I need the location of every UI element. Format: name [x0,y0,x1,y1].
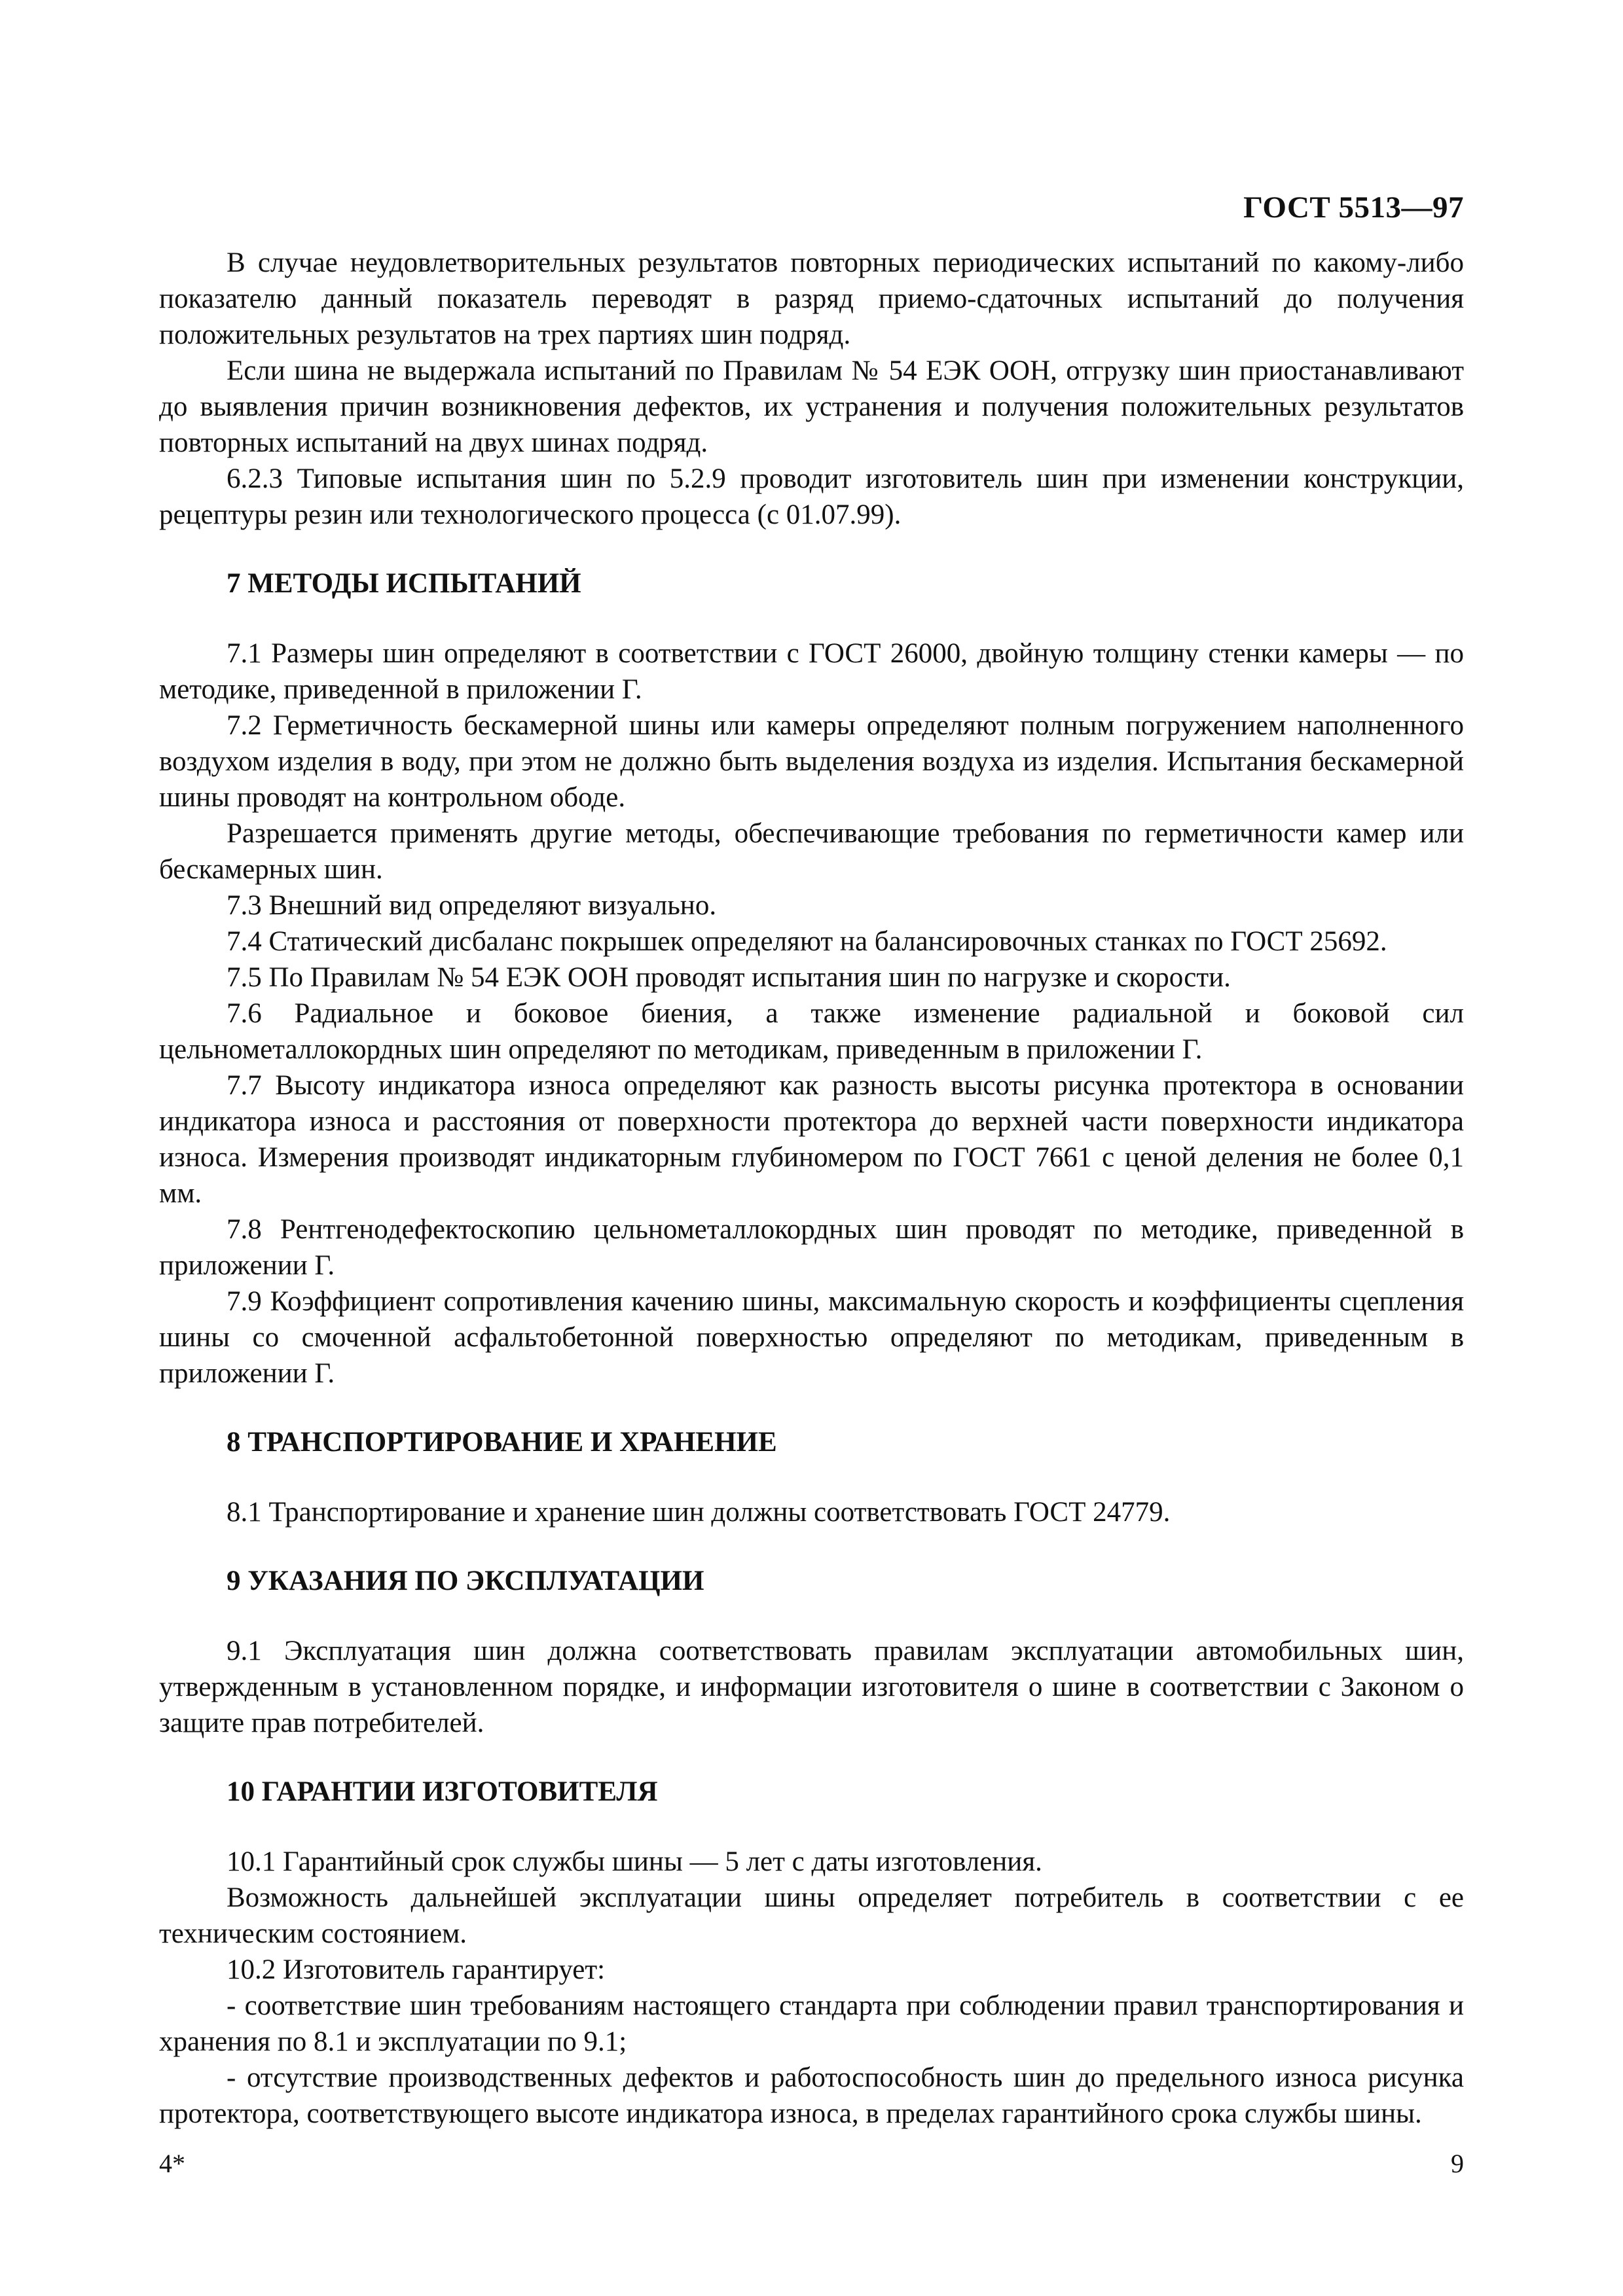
paragraph-6-2-3: 6.2.3 Типовые испытания шин по 5.2.9 проводит изготовитель шин при изменении конструкции, рецептуры резин или технологического процесса (с 01.07.99). [159,463,1464,530]
footer-sheet-mark: 4* [159,2149,185,2178]
paragraph: Возможность дальнейшей эксплуатации шины определяет потребитель в соответствии с ее техническим состоянием. [159,1882,1464,1949]
spacer [159,601,1464,636]
document-body [159,245,1464,2132]
paragraph-7-8: 7.8 Рентгенодефектоскопию цельнометаллокордных шин проводят по методике, приведенной в приложении Г. [159,1214,1464,1281]
paragraph: Разрешается применять другие методы, обеспечивающие требования по герметичности камер или бескамерных шин. [159,818,1464,885]
paragraph-10-1: 10.1 Гарантийный срок службы шины — 5 лет с даты изготовления. [227,1846,1042,1877]
page-number: 9 [1451,2149,1464,2178]
list-item: - соответствие шин требованиям настоящего стандарта при соблюдении правил транспортирования и хранения по 8.1 и эксплуатации по 9.1; [159,1990,1464,2057]
spacer [159,1391,1464,1424]
paragraph-7-1: 7.1 Размеры шин определяют в соответствии с ГОСТ 26000, двойную толщину стенки камеры — по методике, приведенной в приложении Г. [159,638,1464,705]
document-code: ГОСТ 5513—97 [1243,190,1464,224]
paragraph-9-1: 9.1 Эксплуатация шин должна соответствовать правилам эксплуатации автомобильных шин, утвержденным в установленном порядке, и информации изготовителя о шине в соответствии с Законом о защите прав потребителей. [159,1636,1464,1738]
paragraph-8-1: 8.1 Транспортирование и хранение шин должны соответствовать ГОСТ 24779. [227,1497,1171,1528]
spacer [159,1530,1464,1563]
paragraph-10-2: 10.2 Изготовитель гарантирует: [227,1954,606,1985]
section-heading-10: 10 ГАРАНТИИ ИЗГОТОВИТЕЛЯ [227,1776,658,1807]
paragraph-7-4: 7.4 Статический дисбаланс покрышек определяют на балансировочных станках по ГОСТ 25692. [227,926,1387,957]
paragraph-7-5: 7.5 По Правилам № 54 ЕЭК ООН проводят испытания шин по нагрузке и скорости. [227,962,1231,993]
paragraph: Если шина не выдержала испытаний по Правилам № 54 ЕЭК ООН, отгрузку шин приостанавливают до выявления причин возникновения дефектов, их устранения и получения положительных результатов повторных испытаний на двух шинах подряд. [159,355,1464,458]
paragraph-7-6: 7.6 Радиальное и боковое биения, а также изменение радиальной и боковой сил цельнометаллокордных шин определяют по методикам, приведенным в приложении Г. [159,998,1464,1065]
spacer [159,1810,1464,1844]
section-heading-9: 9 УКАЗАНИЯ ПО ЭКСПЛУАТАЦИИ [227,1566,704,1596]
paragraph-7-2: 7.2 Герметичность бескамерной шины или камеры определяют полным погружением наполненного воздухом изделия в воду, при этом не должно быть выделения воздуха из изделия. Испытания бескамерной шины проводят на контрольном ободе. [159,710,1464,813]
spacer [159,1460,1464,1494]
section-heading-7: 7 МЕТОДЫ ИСПЫТАНИЙ [227,568,581,599]
paragraph-7-3: 7.3 Внешний вид определяют визуально. [227,890,717,921]
spacer [159,1741,1464,1774]
spacer [159,1599,1464,1633]
paragraph: В случае неудовлетворительных результатов повторных периодических испытаний по какому-либо показателю данный показатель переводят в разряд приемо-сдаточных испытаний до получения положительных результатов на трех партиях шин подряд. [159,247,1464,350]
list-item: - отсутствие производственных дефектов и работоспособность шин до предельного износа рисунка протектора, соответствующего высоте индикатора износа, в пределах гарантийного срока службы шины. [159,2062,1464,2129]
section-heading-8: 8 ТРАНСПОРТИРОВАНИЕ И ХРАНЕНИЕ [227,1427,777,1458]
paragraph-7-9: 7.9 Коэффициент сопротивления качению шины, максимальную скорость и коэффициенты сцепления шины со смоченной асфальтобетонной поверхностью определяют по методикам, приведенным в приложении Г. [159,1286,1464,1389]
paragraph-7-7: 7.7 Высоту индикатора износа определяют как разность высоты рисунка протектора в основании индикатора износа и расстояния от поверхности протектора до верхней части поверхности индикатора износа. Измерения производят индикаторным глубиномером по ГОСТ 7661 с ценой деления не более 0,1 мм. [159,1070,1464,1209]
spacer [159,533,1464,565]
